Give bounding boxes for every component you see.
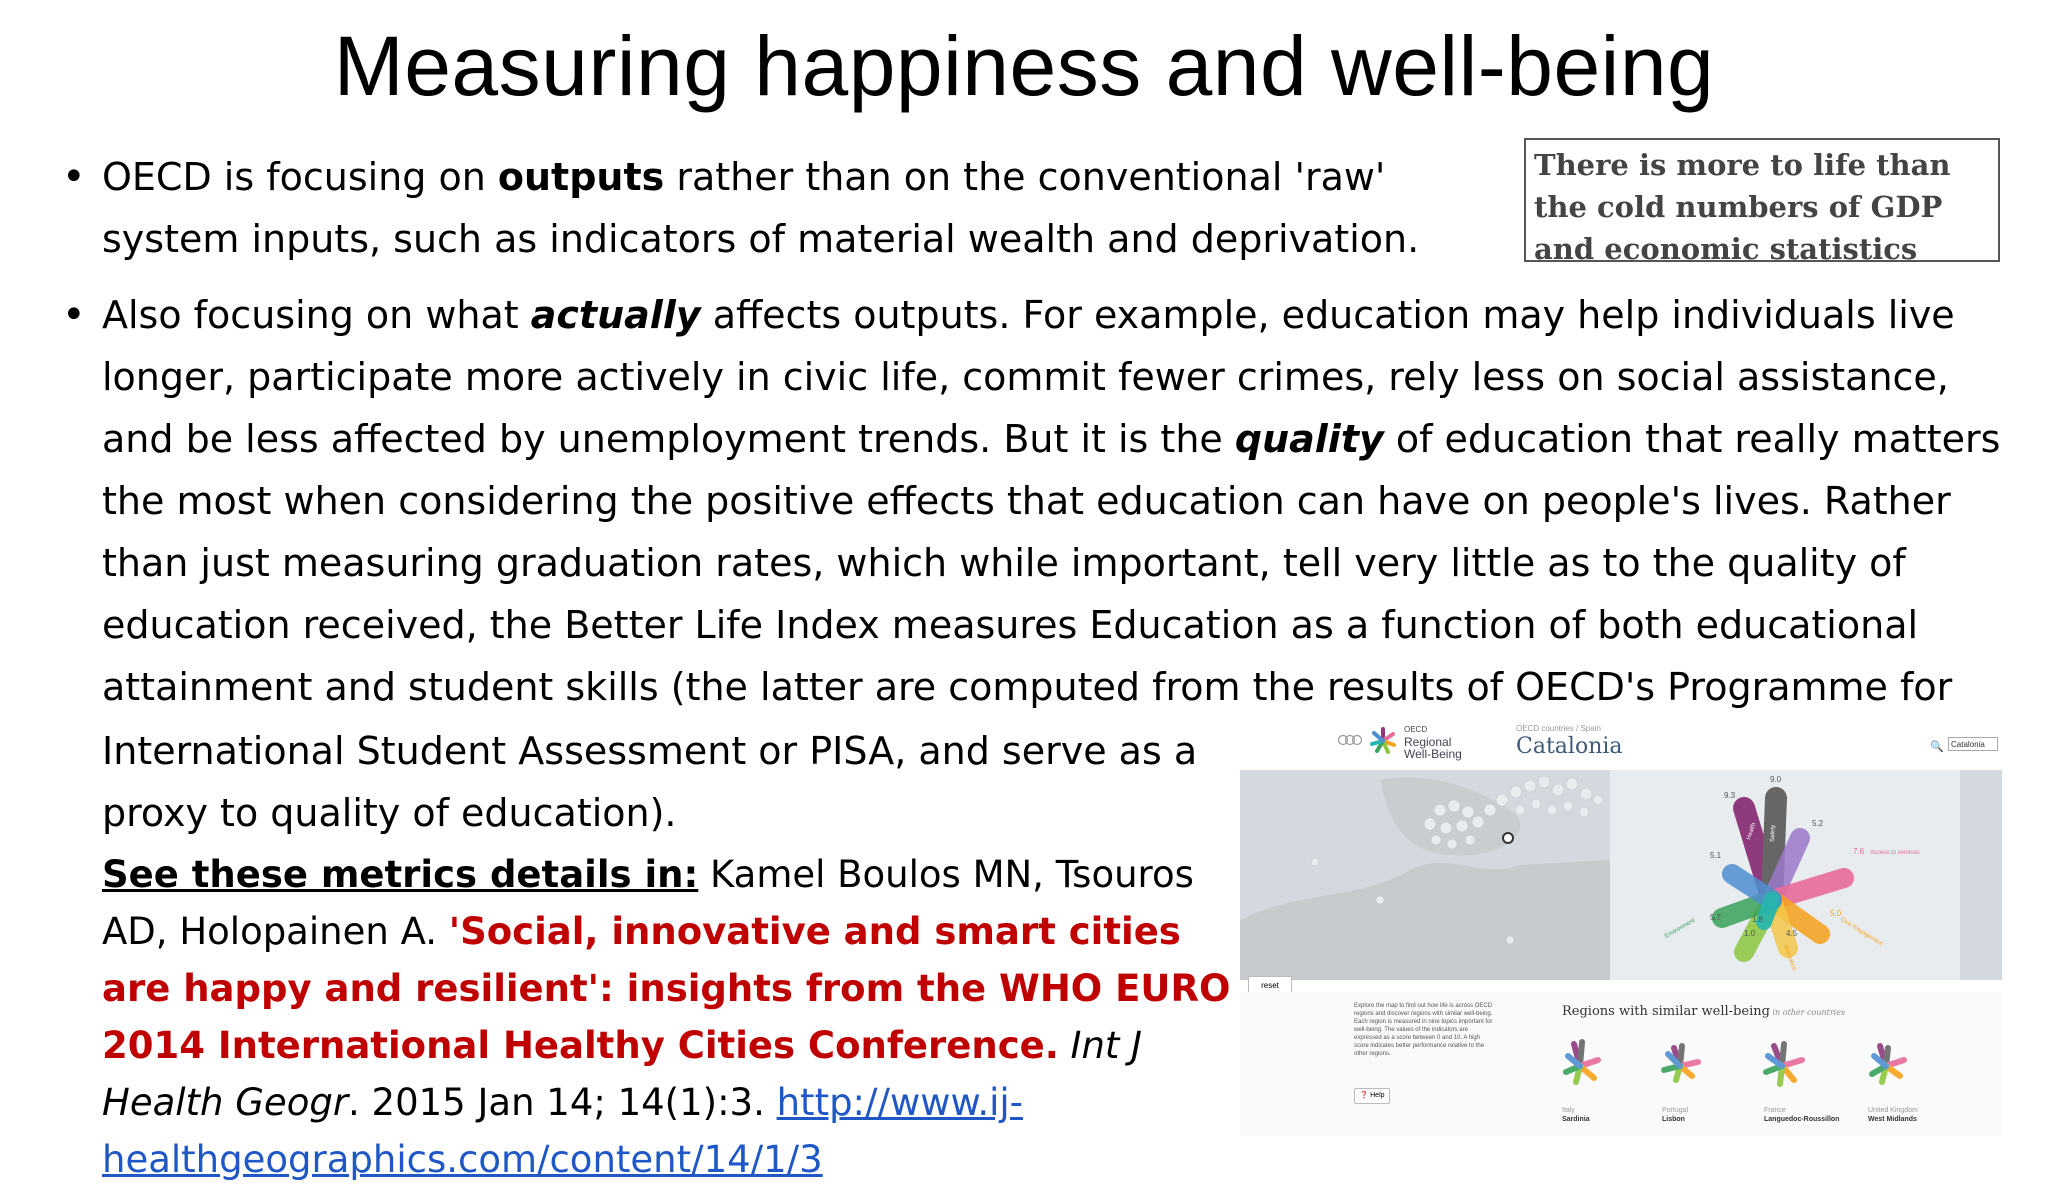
p2-emphasis-actually: actually: [530, 293, 701, 337]
help-icon: ❓: [1359, 1092, 1369, 1099]
p2-text-a: Also focusing on what: [102, 293, 531, 337]
reference-volume: . 2015 Jan 14; 14(1):3.: [348, 1081, 777, 1124]
explanation-text: Explore the map to find out how life is across OECD regions and discover regions with similar well-being. Each region is measured in nine topics important for well-being. The values of the indicators are expressed as a score between 0 and 10. A high score indicates better performance relative to the other regions.: [1354, 1003, 1493, 1057]
country-name: France: [1764, 1107, 1786, 1114]
score-health: 9.3: [1724, 791, 1736, 800]
reference-authors: Kamel Boulos MN, Tsouros AD, Holopainen A.: [102, 853, 1194, 953]
flower-lisbon-icon[interactable]: [1664, 1046, 1698, 1080]
bullet-marker: •: [62, 154, 86, 200]
reference-journal: Int J Health Geogr: [102, 1024, 1143, 1124]
logo-line: Regional: [1404, 735, 1452, 749]
logo-line: OECD: [1404, 725, 1428, 734]
region-name: West Midlands: [1868, 1116, 1917, 1123]
p1-text-a: OECD is focusing on: [102, 155, 498, 199]
similar-flowers: [1550, 1036, 1990, 1106]
score-5-7: 5.7: [1710, 913, 1722, 922]
slide-title: Measuring happiness and well-being: [333, 19, 1715, 113]
score-safety: 9.0: [1770, 775, 1782, 784]
score-5-2: 5.2: [1812, 819, 1824, 828]
region-name: Languedoc-Roussillon: [1764, 1116, 1840, 1123]
app-logo-text: [1404, 724, 1462, 760]
p1-text-c: rather than on the conventional 'raw' system inputs, such as indicators of material wealth and deprivation.: [102, 155, 1420, 261]
p2-emphasis-quality: quality: [1234, 417, 1384, 461]
label-civic: Civic Engagement: [1838, 916, 1884, 948]
country-name: United Kingdom: [1868, 1107, 1918, 1114]
label-safety: Safety: [1770, 824, 1777, 843]
similar-region-item[interactable]: [1662, 1106, 1752, 1124]
region-title: Catalonia: [1516, 734, 1623, 759]
search-icon[interactable]: 🔍: [1930, 741, 1944, 753]
reference-link[interactable]: http://www.ij-healthgeographics.com/content/14/1/3: [102, 1081, 1024, 1181]
similar-region-item[interactable]: [1868, 1106, 1958, 1124]
label-environment: Environment: [1664, 917, 1697, 940]
map-svg[interactable]: [1240, 770, 2002, 980]
similar-regions-title: [1562, 1004, 1845, 1019]
country-name: Italy: [1562, 1107, 1575, 1114]
reference-article-title: 'Social, innovative and smart cities are happy and resilient': insights from the WHO EURO 2014 International Healthy Cities Conference.: [102, 910, 1231, 1067]
similar-region-item[interactable]: [1764, 1106, 1854, 1124]
logo-line: Well-Being: [1404, 747, 1462, 761]
flower-sardinia-icon[interactable]: [1566, 1042, 1598, 1082]
score-5-0: 5.0: [1830, 909, 1842, 918]
quote-box: There is more to life than the cold numbers of GDP and economic statistics: [1524, 138, 2000, 262]
score-1-8: 1.8: [1752, 915, 1764, 924]
map-sea-right: [1960, 770, 2002, 980]
help-label: Help: [1370, 1092, 1385, 1099]
bullet-marker: •: [62, 292, 86, 338]
country-name: Portugal: [1662, 1107, 1689, 1114]
similar-title-text: Regions with similar well-being: [1562, 1004, 1770, 1019]
similar-subtitle: in other countries: [1769, 1008, 1846, 1017]
score-4-5: 4.5: [1786, 929, 1798, 938]
flower-west-midlands-icon[interactable]: [1872, 1046, 1904, 1082]
p2-text-c: affects outputs. For example, education may help individuals live longer, participate more actively in civic life, commit fewer crimes, rely less on social assistance, and be less affected by unemployment trends. But it is the: [102, 293, 1955, 461]
score-1-0: 1.0: [1744, 929, 1756, 938]
paragraph-outputs: [102, 146, 1462, 270]
selected-region-marker[interactable]: [1503, 833, 1513, 843]
reset-button[interactable]: reset: [1248, 976, 1292, 996]
label-education: Education: [1782, 944, 1797, 972]
region-name: Lisbon: [1662, 1116, 1685, 1123]
paragraph-actually: [102, 284, 2032, 718]
reference-citation: [102, 846, 1232, 1188]
app-header: [1240, 720, 2002, 770]
region-name: Sardinia: [1562, 1116, 1590, 1123]
p2-text-e: of education that really matters the most when considering the positive effects that education can have on people's lives. Rather than just measuring graduation rates, which while important, tell very little as to the quality of education received, the Better Life Index measures Education as a function of both educational attainment and student skills (the latter are computed from the results of OECD's Programme for: [102, 417, 2001, 709]
flower-panel: [1610, 770, 2002, 980]
label-access: Access to services: [1870, 850, 1920, 856]
paragraph-pisa: International Student Assessment or PISA, and serve as a proxy to quality of education).: [102, 729, 1198, 835]
circles-icon: [1338, 734, 1362, 746]
help-button[interactable]: [1354, 1088, 1390, 1104]
score-5-1: 5.1: [1710, 851, 1722, 860]
search-input[interactable]: Catalonia: [1948, 737, 1998, 751]
map-panel[interactable]: [1240, 770, 2002, 990]
similar-region-item[interactable]: [1562, 1106, 1652, 1124]
p1-emphasis-outputs: outputs: [497, 155, 665, 199]
flower-languedoc-icon[interactable]: [1766, 1044, 1802, 1084]
label-health: Health: [1746, 822, 1758, 841]
oecd-regional-wellbeing-screenshot: [1240, 720, 2002, 1136]
reference-lead: See these metrics details in:: [102, 853, 699, 896]
flower-logo-icon: [1368, 726, 1398, 756]
breadcrumb[interactable]: OECD countries / Spain: [1516, 724, 1601, 733]
score-access: 7.6: [1853, 847, 1865, 856]
